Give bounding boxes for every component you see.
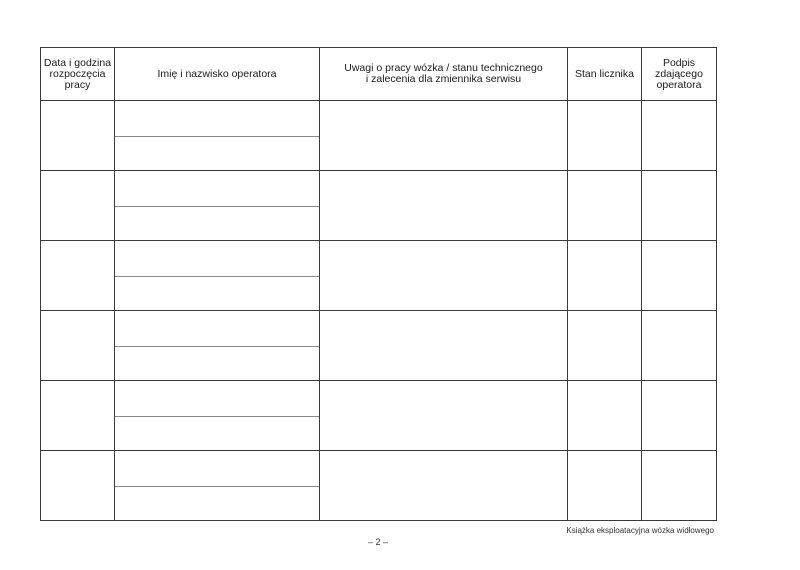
cell-start-datetime[interactable] bbox=[41, 171, 115, 241]
name-divider bbox=[115, 416, 319, 417]
cell-operator-name[interactable] bbox=[115, 171, 320, 241]
name-divider bbox=[115, 136, 319, 137]
cell-start-datetime[interactable] bbox=[41, 241, 115, 311]
cell-operator-name[interactable] bbox=[115, 101, 320, 171]
header-start-datetime: Data i godzina rozpoczęcia pracy bbox=[41, 48, 115, 101]
cell-operator-name[interactable] bbox=[115, 311, 320, 381]
header-operator-signature: Podpis zdającego operatora bbox=[642, 48, 717, 101]
name-divider bbox=[115, 486, 319, 487]
table-row bbox=[41, 381, 717, 451]
table-row bbox=[41, 311, 717, 381]
cell-counter-reading[interactable] bbox=[568, 381, 642, 451]
cell-remarks[interactable] bbox=[320, 451, 568, 521]
cell-counter-reading[interactable] bbox=[568, 241, 642, 311]
header-remarks: Uwagi o pracy wózka / stanu technicznego i zalecenia dla zmiennika serwisu bbox=[320, 48, 568, 101]
header-operator-name: Imię i nazwisko operatora bbox=[115, 48, 320, 101]
operator-log-table bbox=[40, 47, 717, 521]
cell-operator-signature[interactable] bbox=[642, 381, 717, 451]
cell-remarks[interactable] bbox=[320, 381, 568, 451]
cell-operator-signature[interactable] bbox=[642, 451, 717, 521]
cell-start-datetime[interactable] bbox=[41, 311, 115, 381]
name-divider bbox=[115, 276, 319, 277]
table-header-row bbox=[41, 48, 717, 101]
page-number: – 2 – bbox=[367, 537, 389, 547]
cell-counter-reading[interactable] bbox=[568, 311, 642, 381]
cell-counter-reading[interactable] bbox=[568, 171, 642, 241]
cell-operator-signature[interactable] bbox=[642, 311, 717, 381]
cell-operator-name[interactable] bbox=[115, 241, 320, 311]
table-row bbox=[41, 241, 717, 311]
name-divider bbox=[115, 346, 319, 347]
cell-remarks[interactable] bbox=[320, 101, 568, 171]
cell-operator-name[interactable] bbox=[115, 381, 320, 451]
cell-counter-reading[interactable] bbox=[568, 451, 642, 521]
name-divider bbox=[115, 206, 319, 207]
table-body bbox=[41, 101, 717, 521]
table-row bbox=[41, 101, 717, 171]
footer-document-title: Książka eksploatacyjna wózka widłowego bbox=[566, 526, 714, 535]
cell-remarks[interactable] bbox=[320, 311, 568, 381]
cell-start-datetime[interactable] bbox=[41, 451, 115, 521]
cell-remarks[interactable] bbox=[320, 171, 568, 241]
table-row bbox=[41, 171, 717, 241]
cell-counter-reading[interactable] bbox=[568, 101, 642, 171]
cell-start-datetime[interactable] bbox=[41, 101, 115, 171]
cell-operator-signature[interactable] bbox=[642, 241, 717, 311]
header-counter-reading: Stan licznika bbox=[568, 48, 642, 101]
table-row bbox=[41, 451, 717, 521]
cell-operator-signature[interactable] bbox=[642, 171, 717, 241]
cell-operator-signature[interactable] bbox=[642, 101, 717, 171]
cell-start-datetime[interactable] bbox=[41, 381, 115, 451]
cell-operator-name[interactable] bbox=[115, 451, 320, 521]
cell-remarks[interactable] bbox=[320, 241, 568, 311]
